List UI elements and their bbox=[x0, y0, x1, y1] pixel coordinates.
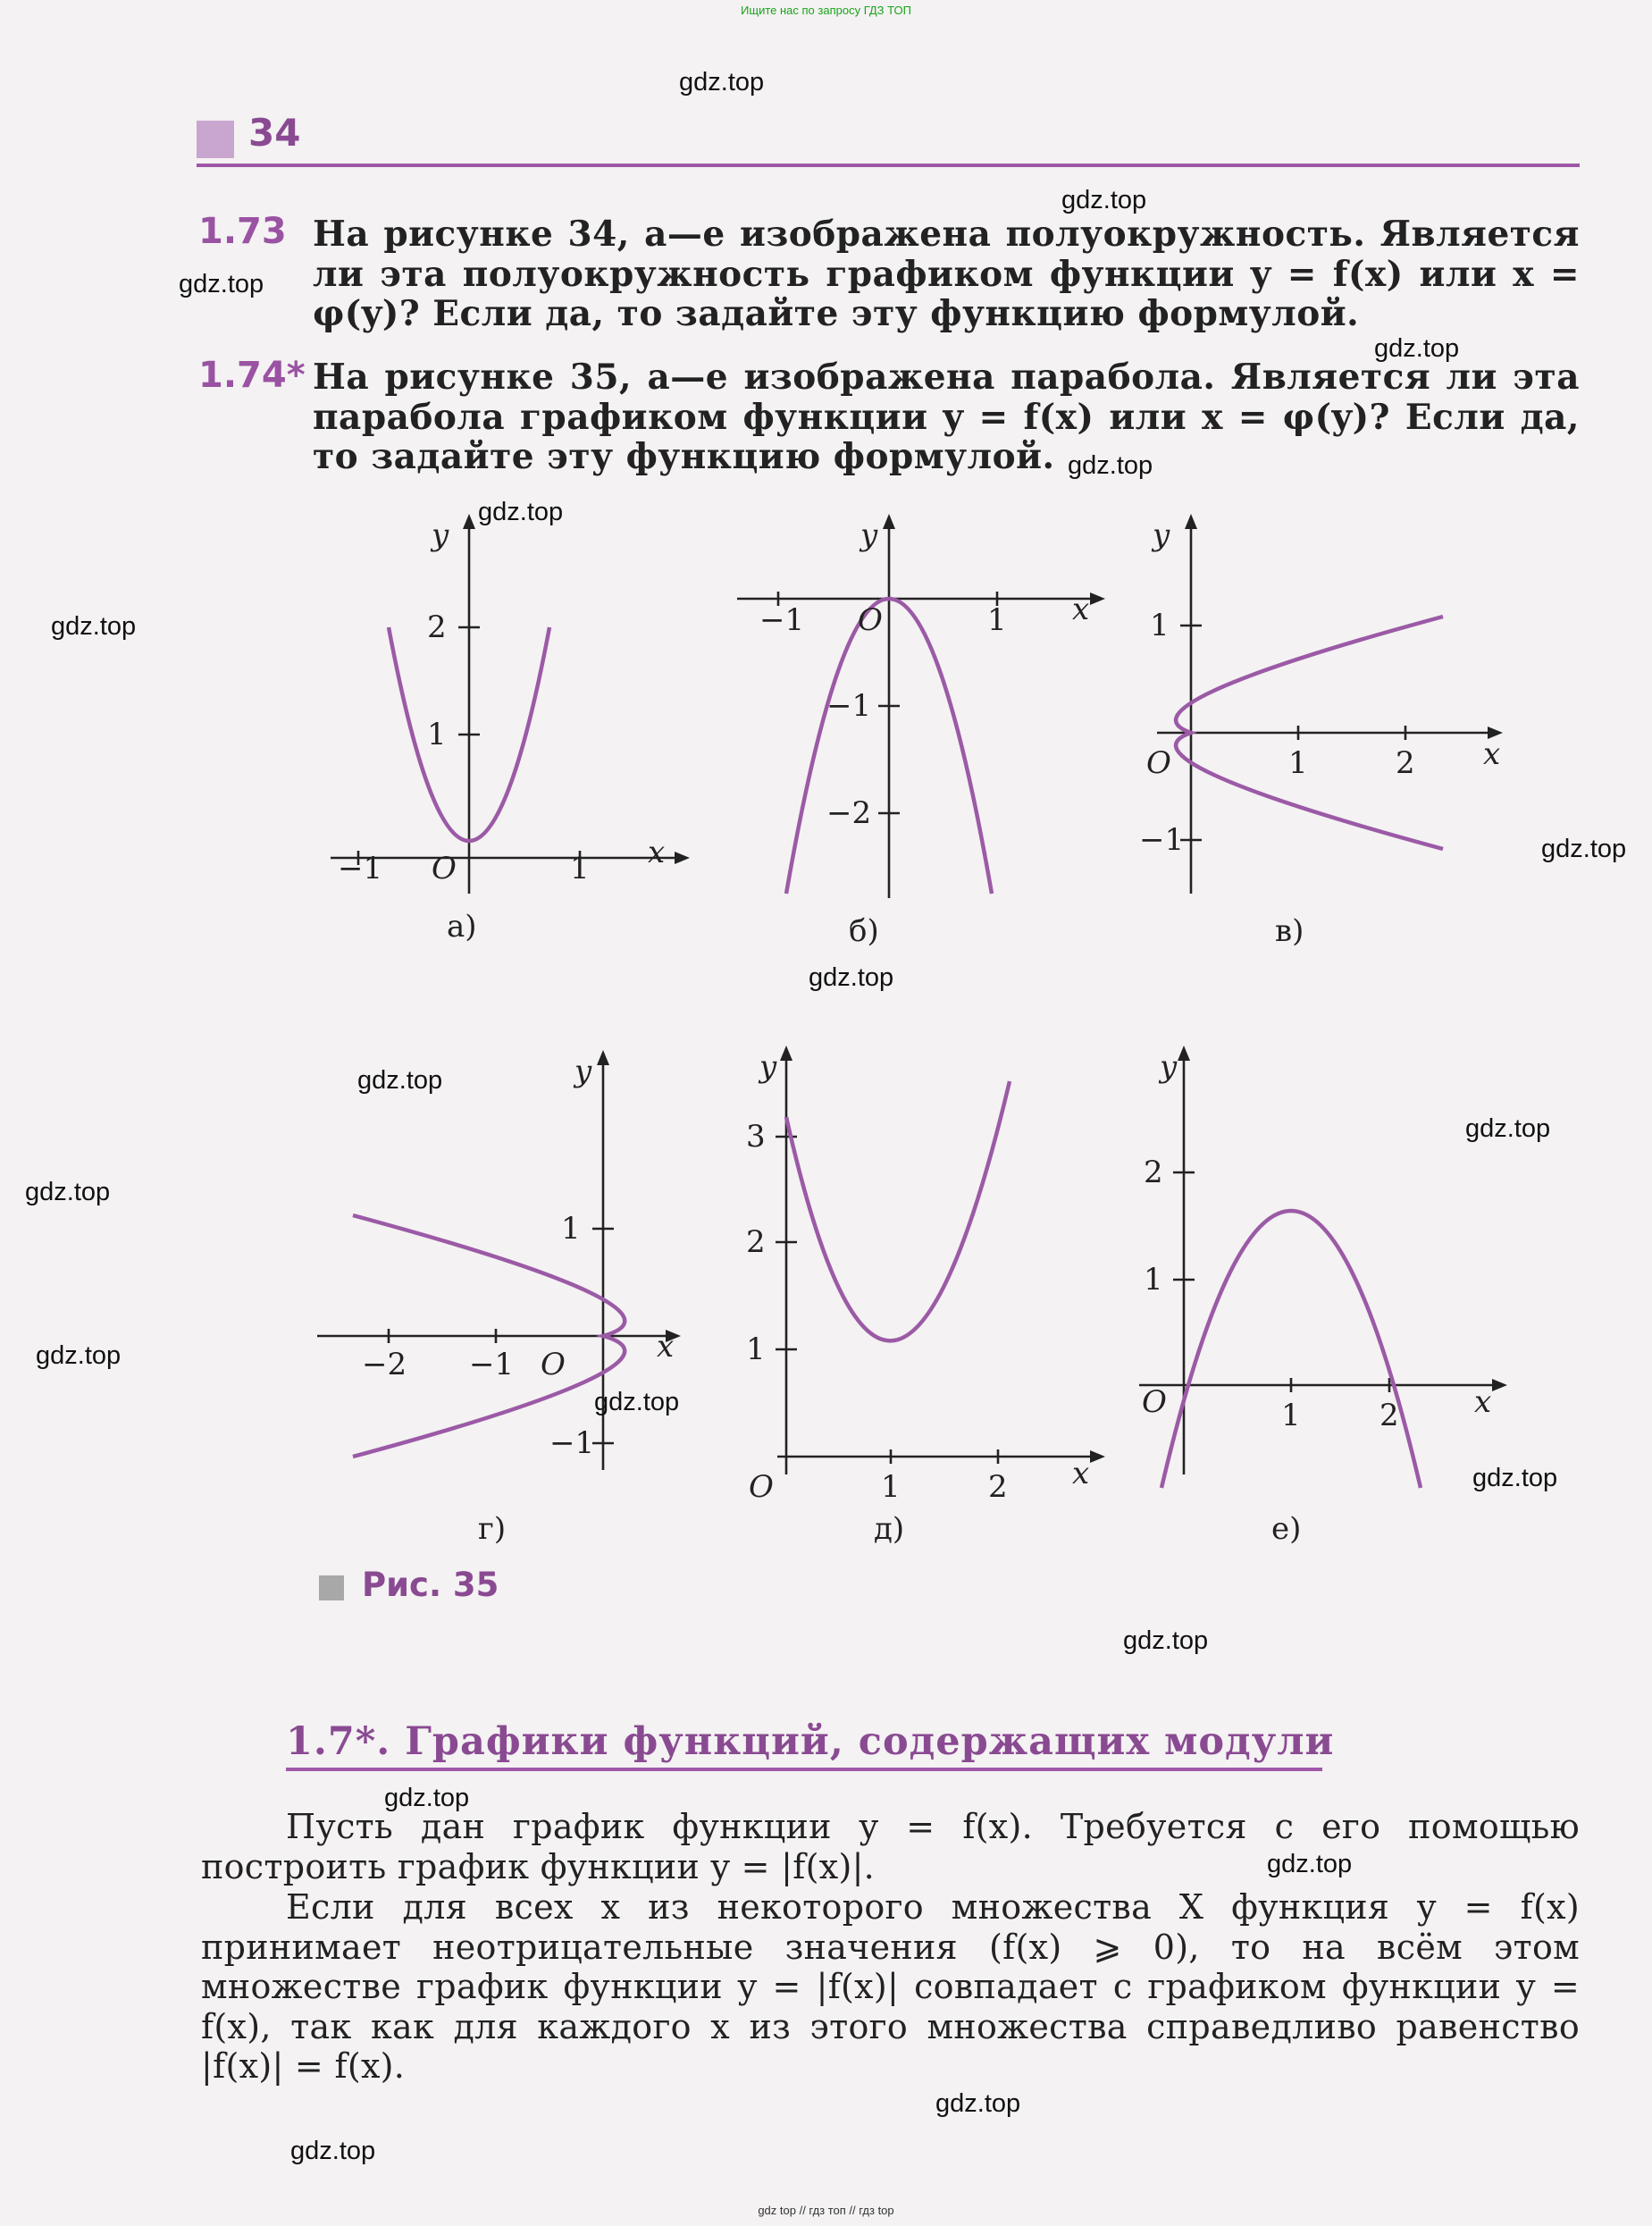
watermark: gdz.top bbox=[290, 2137, 376, 2165]
watermark: gdz.top bbox=[1472, 1464, 1558, 1492]
watermark: gdz.top bbox=[1541, 835, 1627, 863]
y-axis-label: y bbox=[1160, 1049, 1178, 1085]
watermark: gdz.top bbox=[1267, 1850, 1353, 1878]
tick-label: 1 bbox=[1144, 1262, 1163, 1298]
section-rule bbox=[286, 1768, 1322, 1771]
graph-label: в) bbox=[1275, 913, 1304, 949]
problem-text-1-73: На рисунке 34, а—е изображена полуокружность. Является ли эта полуокружность графиком функции y = f(x) или x = φ(y)? Если да, то задайте эту функцию формулой. bbox=[313, 214, 1580, 334]
x-axis-label: x bbox=[1072, 592, 1090, 627]
tick-label: −1 bbox=[469, 1347, 515, 1382]
top-banner[interactable]: Ищите нас по запросу ГДЗ ТОП bbox=[741, 4, 911, 17]
tick-label: 2 bbox=[1379, 1398, 1399, 1433]
graph-v bbox=[1130, 514, 1523, 961]
tick-label: −1 bbox=[338, 851, 383, 886]
watermark: gdz.top bbox=[1465, 1114, 1551, 1143]
watermark: gdz.top bbox=[679, 68, 765, 97]
x-axis-label: x bbox=[1474, 1384, 1492, 1420]
tick-label: 1 bbox=[987, 602, 1007, 638]
watermark: gdz.top bbox=[25, 1178, 111, 1206]
problem-number-1-74: 1.74* bbox=[198, 355, 306, 396]
figure-caption: Рис. 35 bbox=[362, 1566, 499, 1604]
graph-label: а) bbox=[447, 909, 477, 945]
page-number-marker bbox=[197, 121, 234, 158]
y-axis-label: y bbox=[574, 1054, 592, 1089]
y-axis-label: y bbox=[860, 517, 878, 553]
tick-label: 2 bbox=[427, 609, 447, 645]
origin-label: O bbox=[541, 1347, 566, 1382]
watermark: gdz.top bbox=[935, 2089, 1021, 2118]
tick-label: 1 bbox=[1288, 745, 1308, 781]
paragraph-1: Пусть дан график функции y = f(x). Требуется с его помощью построить график функции y = |f(x)|. bbox=[201, 1807, 1580, 1886]
section-heading: 1.7*. Графики функций, содержащих модули bbox=[286, 1719, 1335, 1764]
x-axis-label: x bbox=[657, 1329, 675, 1365]
tick-label: 1 bbox=[881, 1469, 901, 1505]
graph-label: г) bbox=[478, 1511, 507, 1547]
watermark: gdz.top bbox=[357, 1066, 443, 1095]
tick-label: 1 bbox=[570, 851, 590, 886]
origin-label: O bbox=[432, 851, 457, 886]
origin-label: O bbox=[1146, 745, 1171, 781]
watermark: gdz.top bbox=[809, 963, 894, 992]
tick-label: −1 bbox=[549, 1425, 595, 1461]
tick-label: −2 bbox=[362, 1347, 407, 1382]
watermark: gdz.top bbox=[51, 612, 137, 641]
watermark: gdz.top bbox=[179, 270, 264, 298]
tick-label: −2 bbox=[826, 795, 872, 831]
origin-label: O bbox=[749, 1469, 774, 1505]
tick-label: −1 bbox=[826, 688, 872, 724]
y-axis-label: y bbox=[1153, 517, 1170, 553]
x-axis-label: x bbox=[648, 835, 666, 870]
tick-label: 1 bbox=[427, 717, 447, 752]
header-rule bbox=[197, 164, 1580, 167]
watermark: gdz.top bbox=[36, 1341, 122, 1370]
tick-label: 2 bbox=[988, 1469, 1008, 1505]
x-axis-label: x bbox=[1483, 736, 1501, 772]
watermark: gdz.top bbox=[594, 1388, 680, 1416]
watermark: gdz.top bbox=[1061, 186, 1147, 214]
watermark: gdz.top bbox=[478, 498, 564, 526]
watermark: gdz.top bbox=[1068, 451, 1153, 480]
tick-label: 1 bbox=[746, 1331, 766, 1367]
origin-label: O bbox=[858, 602, 883, 638]
tick-label: 2 bbox=[1396, 745, 1415, 781]
tick-label: 1 bbox=[1281, 1398, 1301, 1433]
tick-label: 1 bbox=[561, 1211, 581, 1247]
page-number: 34 bbox=[248, 111, 301, 155]
graph-d bbox=[742, 1046, 1135, 1546]
graph-label: б) bbox=[849, 913, 879, 949]
graph-label: е) bbox=[1271, 1511, 1302, 1547]
y-axis-label: y bbox=[432, 517, 449, 553]
problem-number-1-73: 1.73 bbox=[198, 211, 287, 252]
watermark: gdz.top bbox=[1123, 1626, 1209, 1655]
graph-b bbox=[728, 514, 1121, 961]
figure-marker bbox=[319, 1575, 344, 1600]
parabola-curve bbox=[1161, 1211, 1421, 1488]
graph-a bbox=[304, 509, 697, 956]
origin-label: O bbox=[1142, 1384, 1167, 1420]
parabola-curve bbox=[786, 1081, 1010, 1340]
y-axis-label: y bbox=[759, 1049, 777, 1085]
graph-e bbox=[1130, 1046, 1523, 1546]
graph-label: д) bbox=[874, 1511, 905, 1547]
tick-label: −1 bbox=[759, 602, 805, 638]
tick-label: 1 bbox=[1150, 608, 1170, 643]
watermark: gdz.top bbox=[1374, 334, 1460, 363]
tick-label: 2 bbox=[746, 1224, 766, 1260]
x-axis-label: x bbox=[1072, 1456, 1090, 1491]
tick-label: 3 bbox=[746, 1119, 766, 1155]
watermark: gdz.top bbox=[384, 1784, 470, 1812]
graph-g bbox=[308, 1046, 701, 1546]
bottom-banner[interactable]: gdz top // гдз топ // гдз top bbox=[758, 2204, 894, 2217]
problem-text-1-74: На рисунке 35, а—е изображена парабола. Является ли эта парабола графиком функции y = f(x) или x = φ(y)? Если да, то задайте эту функцию формулой. bbox=[313, 357, 1580, 477]
paragraph-2: Если для всех x из некоторого множества X функция y = f(x) принимает неотрицательные значения (f(x) ⩾ 0), то на всём этом множестве график функции y = |f(x)| совпадает с графиком функции y = f(x), так как для каждого x из этого множества справедливо равенство |f(x)| = f(x). bbox=[201, 1887, 1580, 2086]
tick-label: 2 bbox=[1144, 1155, 1163, 1190]
tick-label: −1 bbox=[1139, 822, 1185, 858]
